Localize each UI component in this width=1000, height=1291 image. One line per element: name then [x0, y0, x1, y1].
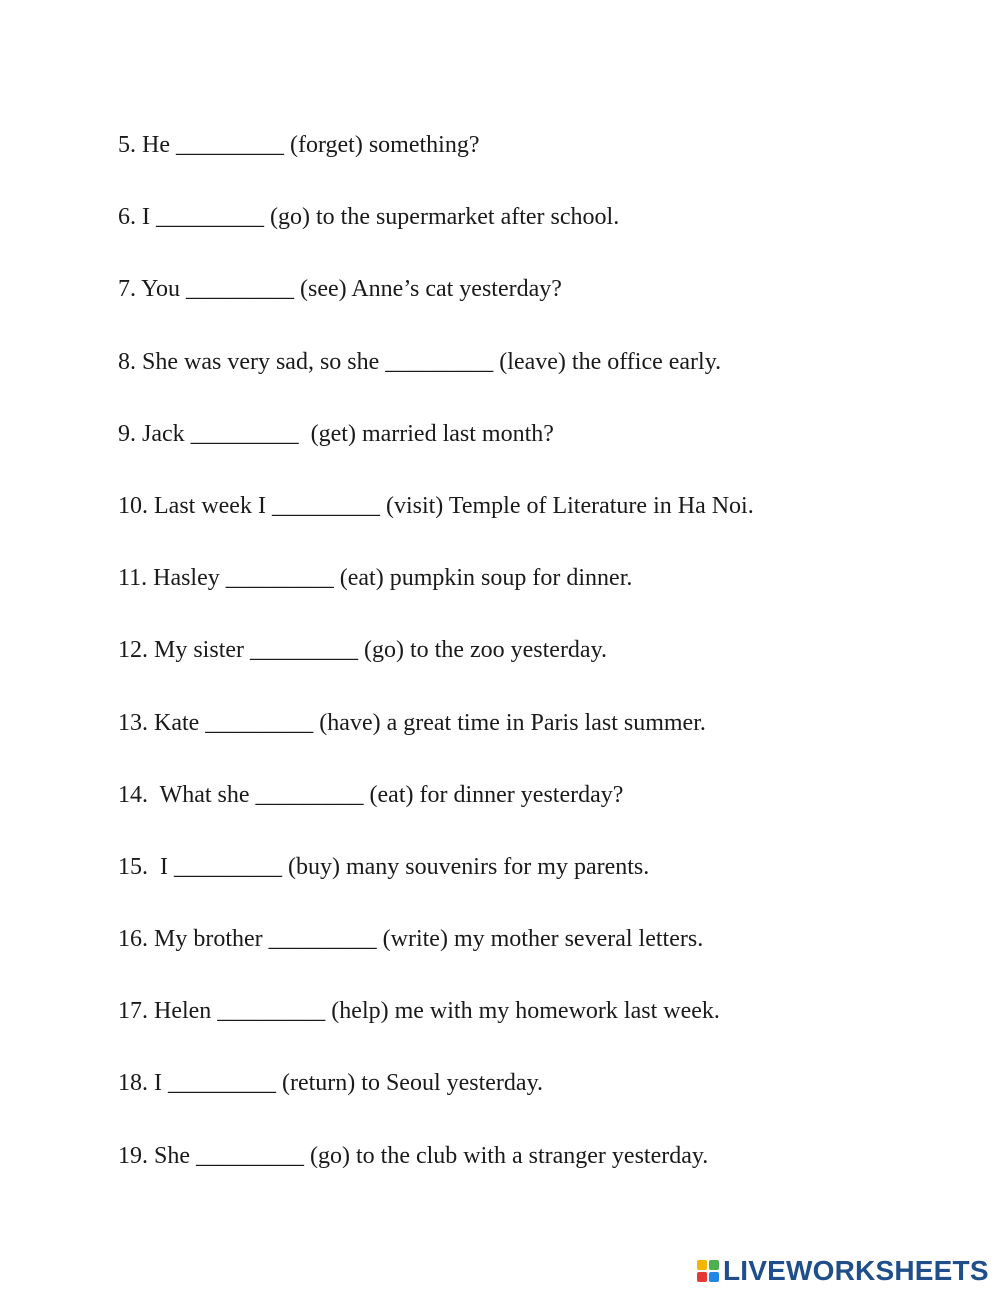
question-item: 11. Hasley _________ (eat) pumpkin soup for dinner.	[118, 565, 633, 592]
question-item: 7. You _________ (see) Anne’s cat yesterday?	[118, 276, 562, 303]
question-item: 16. My brother _________ (write) my mother several letters.	[118, 926, 704, 953]
question-item: 12. My sister _________ (go) to the zoo yesterday.	[118, 637, 608, 664]
logo-badge-square	[697, 1260, 707, 1270]
question-item: 5. He _________ (forget) something?	[118, 132, 480, 158]
question-item: 10. Last week I _________ (visit) Temple of Literature in Ha Noi.	[118, 492, 754, 519]
liveworksheets-logo	[697, 1256, 989, 1286]
question-item: 8. She was very sad, so she _________ (leave) the office early.	[118, 348, 722, 375]
question-item: 17. Helen _________ (help) me with my homework last week.	[118, 998, 720, 1025]
question-item: 18. I _________ (return) to Seoul yesterday.	[118, 1070, 544, 1097]
question-item: 13. Kate _________ (have) a great time in Paris last summer.	[118, 709, 706, 736]
logo-text: LIVEWORKSHEETS	[723, 1255, 989, 1286]
question-item: 15. I _________ (buy) many souvenirs for my parents.	[118, 853, 650, 880]
question-item: 14. What she _________ (eat) for dinner yesterday?	[118, 781, 624, 808]
logo-badge-square	[697, 1272, 707, 1282]
logo-badge-square	[709, 1272, 719, 1282]
question-item: 6. I _________ (go) to the supermarket after school.	[118, 204, 620, 231]
question-item: 19. She _________ (go) to the club with a stranger yesterday.	[118, 1142, 709, 1169]
logo-badge-square	[709, 1260, 719, 1270]
question-item: 9. Jack _________ (get) married last month?	[118, 420, 554, 447]
question-list	[118, 129, 978, 1212]
logo-badge-icon	[697, 1260, 719, 1282]
